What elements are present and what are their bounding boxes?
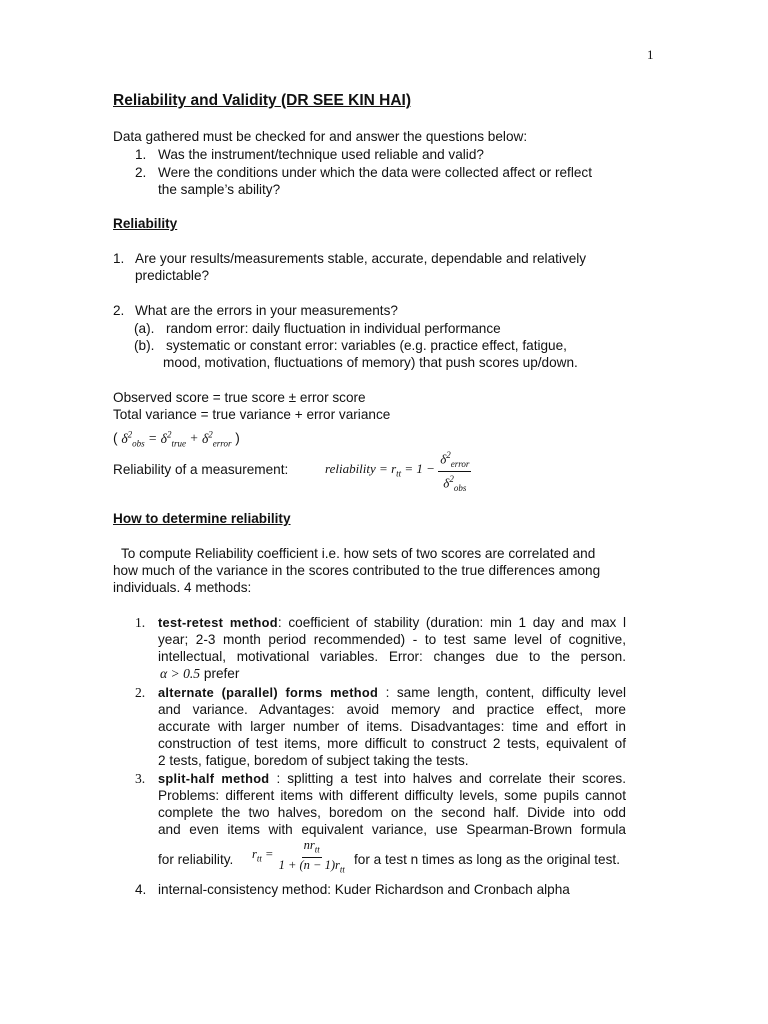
method1-line2: year; 2-3 month period recommended) - to test same level of cognitive, [158,632,626,647]
eq-equals: = [144,430,161,446]
intro-q2-line2: the sample’s ability? [158,182,281,197]
intro-q1-num: 1. [135,147,147,162]
sigma-obs: $\delta^2_{obs}$ [121,429,145,449]
intro-q2-line1: Were the conditions under which the data were collected affect or reflect [158,165,592,180]
method2-line2: and variance. Advantages: avoid memory and practice effect, more [158,702,626,717]
page-title: Reliability and Validity (DR SEE KIN HAI) [113,92,411,109]
page-number: 1 [647,47,654,62]
spearman-brown-formula: $r_{tt}$ = $\frac{nr_{tt}}{1 + (n - 1)r_{tt}}$ [252,838,345,874]
reliability-fraction: $\frac{\delta^2_{error}}{\delta^2_{obs}}$ [440,450,470,493]
observed-score: Observed score = true score ± error score [113,390,366,405]
determine-heading: How to determine reliability [113,511,291,526]
method3-line2: Problems: different items with different difficulty levels, some pupils cannot [158,788,626,803]
reliability-measure-label: Reliability of a measurement: [113,462,289,477]
method3-line3: complete the two halves, boredom on the second half. Divide into odd [158,805,626,820]
method2-num: 2. [135,685,146,700]
total-variance: Total variance = true variance + error variance [113,407,391,422]
method1-line4: α > 0.5 prefer [160,666,240,681]
reliability-p1-num: 1. [113,251,125,266]
reliability-b-label: (b). [134,338,155,353]
method1-line3: intellectual, motivational variables. Error: changes due to the person. [158,649,626,664]
sigma-true: $\delta^2_{true}$ [160,429,186,449]
eq-plus: + [185,430,202,446]
method1-line1: test-retest method: coefficient of stability (duration: min 1 day and max l [158,615,626,630]
method2-line4: construction of test items, more difficult to construct 2 tests, equivalent of [158,736,626,751]
reliability-p2-num: 2. [113,303,125,318]
intro-q2-num: 2. [135,165,147,180]
method3-tail: for a test n times as long as the original test. [354,852,620,867]
method1-num: 1. [135,615,146,630]
reliability-heading: Reliability [113,216,178,231]
method3-line4: and even items with equivalent variance, use Spearman-Brown formula [158,822,626,837]
method2-line1: alternate (parallel) forms method : same length, content, difficulty level [158,685,626,700]
reliability-p1-line2: predictable? [135,268,210,283]
reliability-b-line1: systematic or constant error: variables (e.g. practice effect, fatigue, [166,338,567,353]
determine-p-line2: how much of the variance in the scores contributed to the true differences among [113,563,601,578]
method4-num: 4. [135,882,147,897]
reliability-a-label: (a). [134,321,155,336]
eq-open-paren: ( [113,430,118,446]
variance-equation [113,426,240,452]
method3-line1: split-half method : splitting a test into halves and correlate their scores. [158,771,626,786]
method2-line5: 2 tests, fatigue, boredom of subject taking the tests. [158,753,469,768]
method4: internal-consistency method: Kuder Richardson and Cronbach alpha [158,882,570,897]
reliability-b-line2: mood, motivation, fluctuations of memory) that push scores up/down. [163,355,578,370]
reliability-a: random error: daily fluctuation in individual performance [166,321,501,336]
method3-num: 3. [135,771,146,786]
determine-p-line3: individuals. 4 methods: [113,580,252,595]
sigma-error: $\delta^2_{error}$ [201,429,232,449]
intro-q1: Was the instrument/technique used reliable and valid? [158,147,484,162]
spearman-brown-fraction: $\frac{nr_{tt}}{1 + (n - 1)r_{tt}}$ [278,838,345,874]
method3-line5: for reliability. [158,852,234,867]
reliability-p1-line1: Are your results/measurements stable, accurate, dependable and relatively [135,251,587,266]
eq-close-paren: ) [235,430,240,446]
method2-line3: accurate with larger number of items. Disadvantages: time and effort in [158,719,626,734]
reliability-formula: reliability = $r_{tt} = 1$ − $\frac{\delta^2_{error}}{\delta^2_{obs}}$ [325,450,470,493]
reliability-p2: What are the errors in your measurements? [135,303,398,318]
determine-p-line1: To compute Reliability coefficient i.e. how sets of two scores are correlated and [121,546,596,561]
intro-lead: Data gathered must be checked for and answer the questions below: [113,129,528,144]
